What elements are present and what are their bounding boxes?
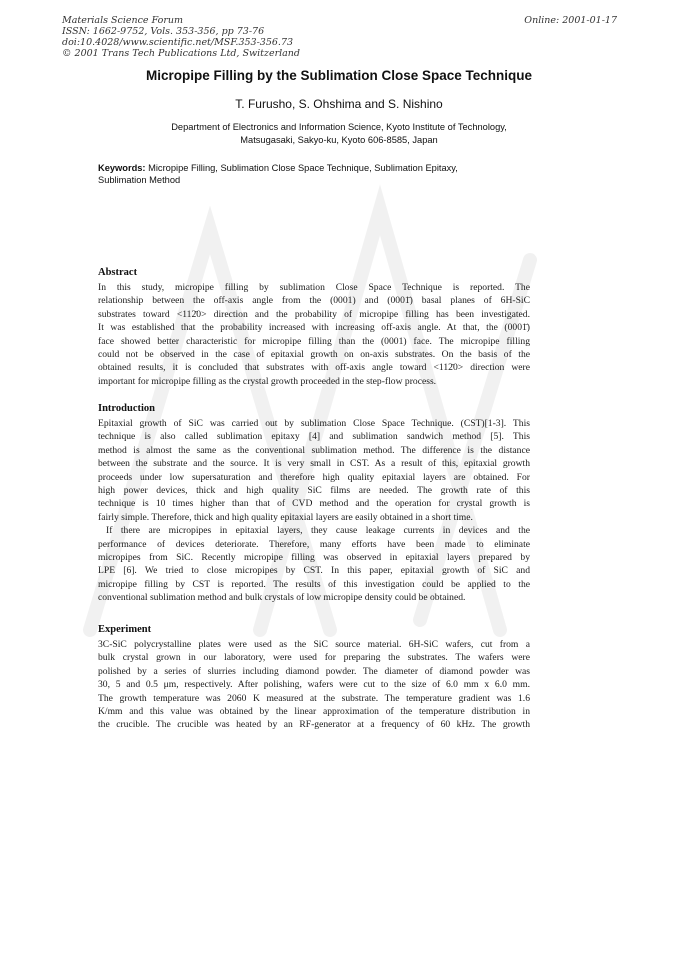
experiment-heading: Experiment — [98, 624, 152, 635]
introduction-body — [98, 417, 530, 605]
experiment-line: the crucible. The crucible was heated by an RF-generator at a frequency of 60 kHz. The growth — [98, 719, 530, 731]
journal-header — [62, 15, 617, 59]
experiment-line: 3C-SiC polycrystalline plates were used as the SiC source material. 6H-SiC wafers, cut from a — [98, 639, 530, 650]
experiment-body — [98, 638, 530, 732]
journal-name: Materials Science Forum — [62, 15, 184, 26]
keywords-label: Keywords: — [98, 163, 146, 173]
abstract-line: important for micropipe filling as the crystal growth proceeded in the step-flow process. — [98, 375, 437, 387]
introduction-line: method is almost the same as the conventional sublimation method. The difference is the distance — [98, 444, 530, 456]
abstract-line: substrates toward <112̄0> direction and the probability of micropipe filling has been investigated. — [98, 308, 530, 320]
introduction-line: high power devices, thick and high quality SiC films are needed. The growth rate of this — [98, 485, 530, 497]
issn-line: ISSN: 1662-9752, Vols. 353-356, pp 73-76 — [62, 26, 265, 37]
doi-line[interactable]: doi:10.4028/www.scientific.net/MSF.353-356.73 — [62, 37, 294, 48]
experiment-line: 30, 5 and 0.5 μm, respectively. After polishing, wafers were cut to the size of 6.0 mm x 6.0 mm. — [98, 679, 530, 691]
introduction-line: technique is also called sublimation epitaxy [4] and sublimation sandwich method [5]. This — [98, 431, 530, 443]
introduction-line: fairly simple. Therefore, thick and high quality epitaxial layers are easily obtained in a short time. — [98, 511, 473, 523]
introduction-line: If there are micropipes in epitaxial layers, they cause leakage currents in devices and the — [106, 525, 530, 537]
introduction-line: between the substrate and the source. It is very small in CST. As a result of this, epitaxial growth — [98, 458, 530, 470]
experiment-line: bulk crystal grown in our laboratory, were used for preparing the substrates. The wafers were — [98, 652, 530, 664]
affiliation-line-1: Department of Electronics and Information Science, Kyoto Institute of Technology, — [171, 122, 507, 132]
abstract-line: It was established that the probability increased with increasing off-axis angle. At that, the (0001̄) — [98, 322, 530, 334]
introduction-line: micropipe filling by CST is reported. The results of this investigation could be applied to the — [98, 578, 530, 590]
paper-authors: T. Furusho, S. Ohshima and S. Nishino — [235, 97, 443, 111]
paper-title: Micropipe Filling by the Sublimation Close Space Technique — [145, 68, 533, 83]
introduction-heading: Introduction — [98, 403, 155, 414]
introduction-line: Epitaxial growth of SiC was carried out by sublimation Close Space Technique. (CST)[1-3]. This — [98, 418, 530, 429]
abstract-heading: Abstract — [98, 267, 138, 278]
affiliation — [98, 121, 580, 146]
abstract-line: obtained results, it is concluded that substrates with off-axis angle toward <112̄0> direction were — [98, 362, 530, 374]
introduction-line: micropipes from SiC. Recently micropipe filling was observed in epitaxial layers prepared by — [98, 552, 530, 564]
introduction-line: performance of devices deteriorate. Therefore, many efforts have been made to eliminate — [98, 538, 530, 550]
abstract-body — [98, 281, 530, 388]
experiment-line: The growth temperature was 2060 K measured at the substrate. The temperature gradient was 1.6 — [98, 692, 530, 704]
keywords-line-1: Micropipe Filling, Sublimation Close Space Technique, Sublimation Epitaxy, — [145, 163, 458, 173]
introduction-line: proceeds under low supersaturation and therefore high quality epitaxial layers are obtained. For — [98, 471, 530, 483]
abstract-line: relationship between the off-axis angle from the (0001) and (0001̄) basal planes of 6H-SiC — [98, 295, 530, 307]
copyright-line: © 2001 Trans Tech Publications Ltd, Switzerland — [62, 48, 301, 59]
introduction-line: conventional sublimation method and bulk crystals of low micropipe density could be obtained. — [98, 592, 466, 604]
abstract-line: face showed better characteristic for micropipe filling than the (0001) face. The micropipe filling — [98, 335, 530, 347]
experiment-line: polished by a series of slurries including diamond powder. The diameter of diamond powder was — [98, 665, 530, 677]
affiliation-line-2: Matsugasaki, Sakyo-ku, Kyoto 606-8585, Japan — [240, 134, 438, 145]
online-date: Online: 2001-01-17 — [524, 15, 617, 26]
introduction-line: technique is 10 times higher than that of CVD method and the operation for crystal growth is — [98, 498, 530, 510]
keywords — [98, 163, 538, 186]
abstract-line: In this study, micropipe filling by sublimation Close Space Technique is reported. The — [98, 282, 530, 293]
experiment-line: K/mm and this value was obtained by the linear approximation of the temperature distribution in — [98, 706, 530, 718]
keywords-line-2: Sublimation Method — [98, 174, 181, 185]
abstract-line: could not be observed in the case of epitaxial growth on on-axis substrates. On the basis of the — [98, 349, 530, 361]
introduction-line: LPE [6]. We tried to close micropipes by CST. In this paper, epitaxial growth of SiC and — [98, 565, 530, 577]
